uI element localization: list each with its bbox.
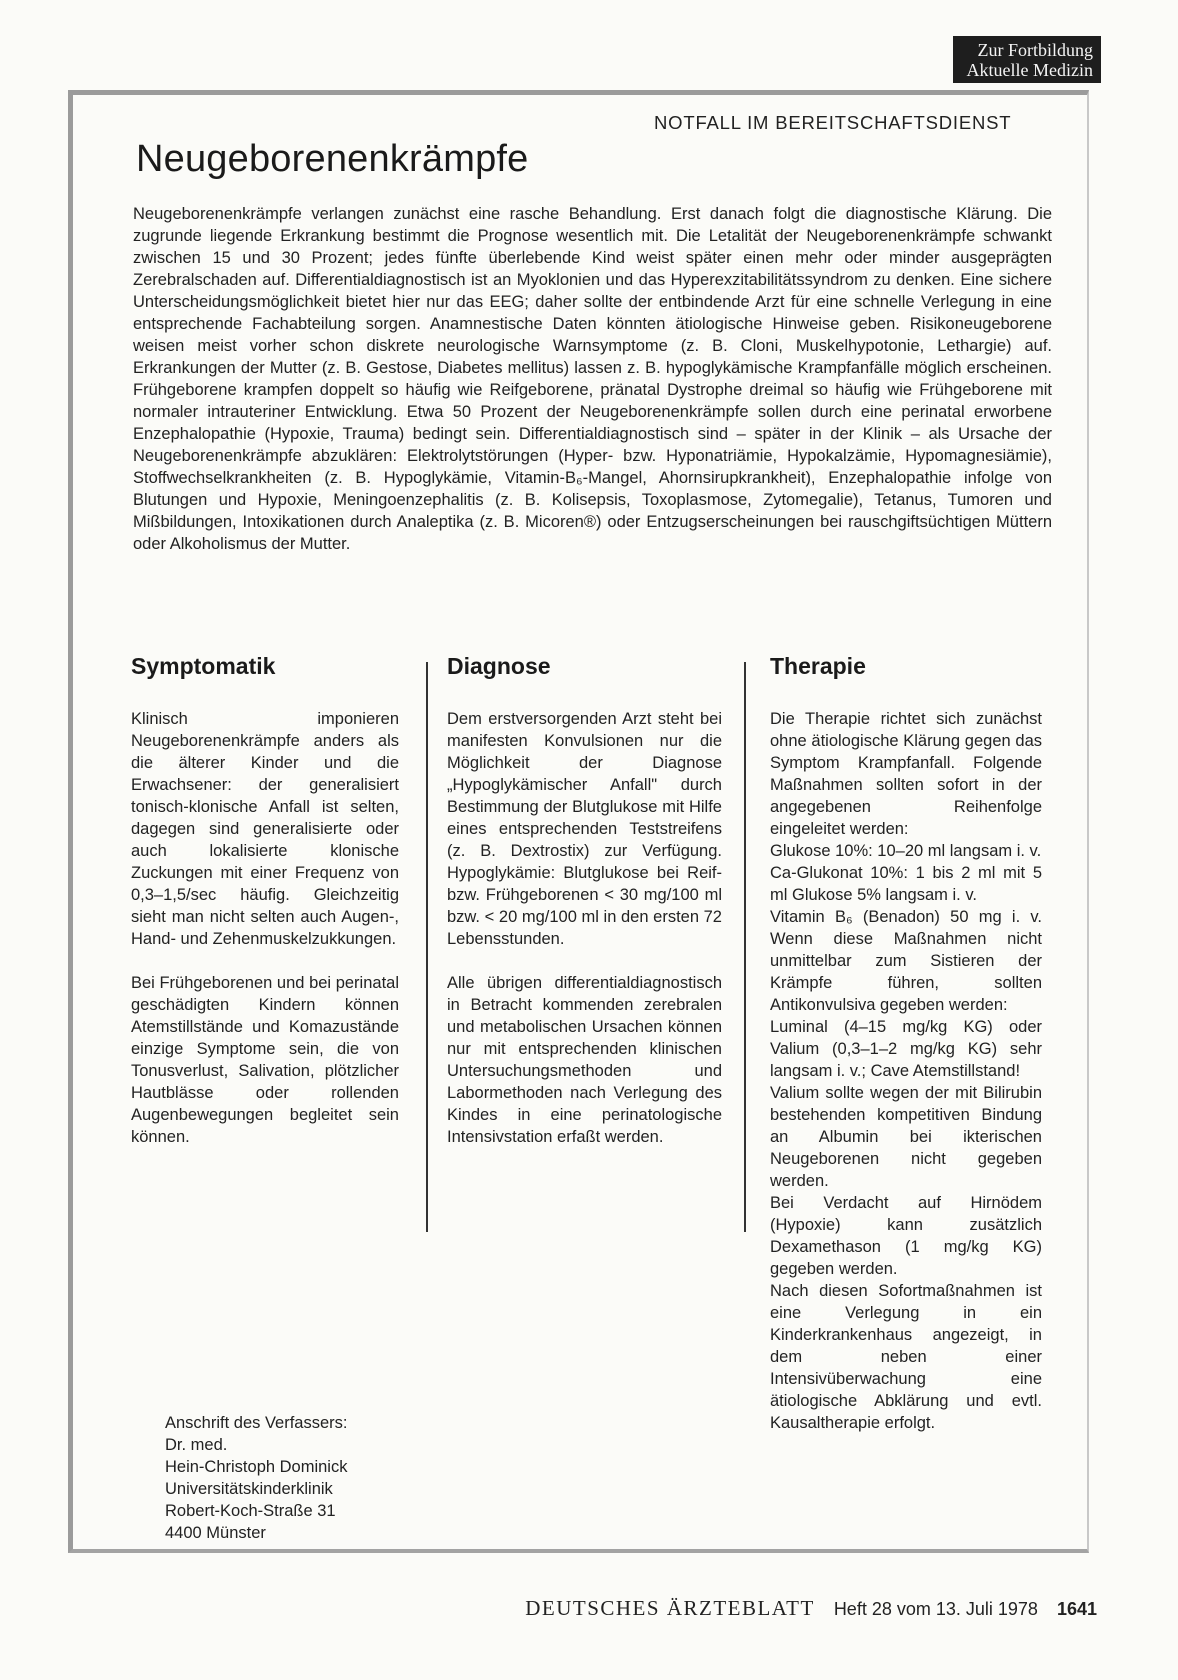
therapie-paragraph: Vitamin B₆ (Benadon) 50 mg i. v. Wenn diese Maßnahmen nicht unmittelbar zum Sistieren der Krämpfe führen, sollten Antikonvulsiva gegeben werden:: [770, 908, 1042, 1014]
column-symptomatik: [131, 652, 399, 1170]
address-title: Dr. med.: [165, 1436, 228, 1454]
diagnose-paragraph: Alle übrigen differentialdiagnostisch in Betracht kommenden zerebralen und metabolischen Ursachen können nur mit entsprechenden klinischen Untersuchungsmethoden und Labormethoden nach Verlegung des Kindes in eine perinatologische Intensivstation erfaßt werden.: [447, 974, 722, 1146]
section-badge-line2: Aktuelle Medizin: [966, 60, 1093, 80]
address-institution: Universitätskinderklinik: [165, 1480, 333, 1498]
column-divider: [426, 662, 428, 1232]
therapie-paragraph: Luminal (4–15 mg/kg KG) oder Valium (0,3–1–2 mg/kg KG) sehr langsam i. v.; Cave Atemstillstand!: [770, 1018, 1042, 1080]
therapie-heading: Therapie: [770, 653, 866, 679]
therapie-paragraph: Ca-Glukonat 10%: 1 bis 2 ml mit 5 ml Glukose 5% langsam i. v.: [770, 864, 1042, 904]
diagnose-heading: Diagnose: [447, 653, 551, 679]
therapie-paragraph: Glukose 10%: 10–20 ml langsam i. v.: [770, 842, 1042, 860]
section-badge: [953, 36, 1101, 83]
therapie-paragraph: Nach diesen Sofortmaßnahmen ist eine Verlegung in ein Kinderkrankenhaus angezeigt, in dem neben einer Intensivüberwachung eine ätiologische Abklärung und evtl. Kausaltherapie erfolgt.: [770, 1282, 1042, 1432]
symptomatik-paragraph: Bei Frühgeborenen und bei perinatal geschädigten Kindern können Atemstillstände und Komazustände einzige Symptome sein, die von Tonusverlust, Salivation, plötzlicher Hautblässe oder rollenden Augenbewegungen begleitet sein können.: [131, 974, 399, 1146]
symptomatik-heading: Symptomatik: [131, 653, 276, 679]
address-street: Robert-Koch-Straße 31: [165, 1502, 336, 1520]
symptomatik-paragraph: Klinisch imponieren Neugeborenenkrämpfe anders als die älterer Kinder und die Erwachsener: der generalisiert tonisch-klonische Anfall ist selten, dagegen sind generalisierte oder auch lokalisierte klonische Zuckungen mit einer Frequenz von 0,3–1,5/sec häufig. Gleichzeitig sieht man nicht selten auch Augen-, Hand- und Zehenmuskelzukkungen.: [131, 710, 399, 948]
article-title: Neugeborenenkrämpfe: [136, 138, 529, 180]
column-therapie: [770, 652, 1042, 1434]
section-badge-line1: Zur Fortbildung: [977, 40, 1093, 60]
author-name: Hein-Christoph Dominick: [165, 1458, 348, 1476]
therapie-paragraph: Valium sollte wegen der mit Bilirubin bestehenden kompetitiven Bindung an Albumin bei ikterischen Neugeborenen nicht gegeben werden.: [770, 1084, 1042, 1190]
article-kicker: NOTFALL IM BEREITSCHAFTSDIENST: [654, 112, 1012, 133]
therapie-paragraph: Bei Verdacht auf Hirnödem (Hypoxie) kann zusätzlich Dexamethason (1 mg/kg KG) gegeben werden.: [770, 1194, 1042, 1278]
page-number: 1641: [1056, 1599, 1097, 1619]
author-address: [165, 1412, 348, 1544]
journal-name: DEUTSCHES ÄRZTEBLATT: [525, 1596, 815, 1620]
address-city: 4400 Münster: [165, 1524, 266, 1542]
issue-info: Heft 28 vom 13. Juli 1978: [833, 1599, 1038, 1619]
column-divider: [744, 662, 746, 1232]
therapie-paragraph: Die Therapie richtet sich zunächst ohne ätiologische Klärung gegen das Symptom Krampfanfall. Folgende Maßnahmen sollten sofort in der angegebenen Reihenfolge eingeleitet werden:: [770, 710, 1042, 838]
page-footer: [525, 1596, 1097, 1621]
article-lead: Neugeborenenkrämpfe verlangen zunächst eine rasche Behandlung. Erst danach folgt die diagnostische Klärung. Die zugrunde liegende Erkrankung bestimmt die Prognose wesentlich mit. Die Letalität der Neugeborenenkrämpfe schwankt zwischen 15 und 30 Prozent; jedes fünfte überlebende Kind weist später einen mehr oder minder ausgeprägten Zerebralschaden auf. Differentialdiagnostisch ist an Myoklonien und das Hyperexzitabilitätssyndrom zu denken. Eine sichere Unterscheidungsmöglichkeit bietet hier nur das EEG; daher sollte der entbindende Arzt für eine schnelle Verlegung in eine entsprechende Fachabteilung sorgen. Anamnestische Daten könnten ätiologische Hinweise geben. Risikoneugeborene weisen meist vorher schon diskrete neurologische Warnsymptome (z. B. Cloni, Muskelhypotonie, Lethargie) auf. Erkrankungen der Mutter (z. B. Gestose, Diabetes mellitus) lassen z. B. hypoglykämische Krampfanfälle möglich erscheinen. Frühgeborene krampfen doppelt so häufig wie Reifgeborene, pränatal Dystrophe dreimal so häufig wie Frühgeborene mit normaler intrauteriner Entwicklung. Etwa 50 Prozent der Neugeborenenkrämpfe sollen durch eine perinatal erworbene Enzephalopathie (Hypoxie, Trauma) bedingt sein. Differentialdiagnostisch sind – später in der Klinik – als Ursache der Neugeborenenkrämpfe abzuklären: Elektrolytstörungen (Hyper- bzw. Hyponatriämie, Hypokalzämie, Hypomagnesiämie), Stoffwechselkrankheiten (z. B. Hypoglykämie, Vitamin-B₆-Mangel, Ahornsirupkrankheit), Enzephalopathie infolge von Blutungen und Hypoxie, Meningoenzephalitis (z. B. Kolisepsis, Toxoplasmose, Zytomegalie), Tetanus, Tumoren und Mißbildungen, Intoxikationen durch Analeptika (z. B. Micoren®) oder Entzugserscheinungen bei rauschgiftsüchtigen Müttern oder Alkoholismus der Mutter.: [133, 205, 1052, 553]
column-diagnose: [447, 652, 722, 1170]
diagnose-paragraph: Dem erstversorgenden Arzt steht bei manifesten Konvulsionen nur die Möglichkeit der Diagnose „Hypoglykämischer Anfall" durch Bestimmung der Blutglukose mit Hilfe eines entsprechenden Teststreifens (z. B. Dextrostix) zur Verfügung. Hypoglykämie: Blutglukose bei Reif- bzw. Frühgeborenen < 30 mg/100 ml bzw. < 20 mg/100 ml in den ersten 72 Lebensstunden.: [447, 710, 722, 948]
address-label: Anschrift des Verfassers:: [165, 1414, 348, 1432]
